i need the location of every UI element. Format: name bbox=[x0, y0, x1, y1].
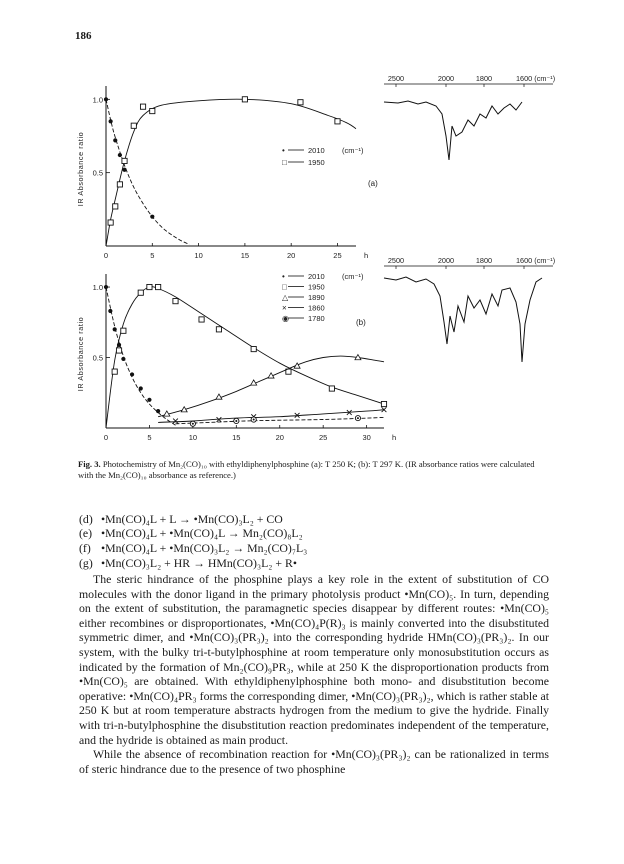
ir-spectrum-trace bbox=[384, 101, 522, 160]
legend-marker-dot: • bbox=[282, 146, 285, 155]
y-tick-label: 1.0 bbox=[92, 283, 103, 293]
figure-caption bbox=[78, 459, 538, 481]
page-number: 186 bbox=[75, 30, 92, 42]
data-point-dot bbox=[147, 398, 151, 402]
data-point-square bbox=[138, 290, 143, 295]
data-point-dot bbox=[121, 357, 125, 361]
ir-tick-label: 2000 bbox=[437, 256, 455, 265]
reaction-d bbox=[79, 512, 283, 527]
reaction-equation: •Mn(CO)₄L + •Mn(CO)₃L₂ → Mn₂(CO)₇L₃ bbox=[101, 541, 308, 555]
paragraph: While the absence of recombination reaction for •Mn(CO)₃(PR₃)₂ can be rationalized in terms of steric hindrance due to the presence of two phosphine bbox=[79, 747, 549, 776]
legend-label-1860: 1860 bbox=[308, 303, 325, 313]
panel-label: (a) bbox=[368, 179, 378, 188]
x-tick-label: 10 bbox=[194, 251, 203, 260]
legend-marker-triangle: △ bbox=[282, 293, 289, 302]
data-point-square bbox=[140, 104, 145, 109]
x-tick-label: 5 bbox=[147, 433, 152, 442]
y-tick-label: 0.5 bbox=[92, 353, 103, 363]
legend-label-1780: 1780 bbox=[308, 314, 325, 323]
paragraph: The steric hindrance of the phosphine plays a key role in the extent of substitution of CO molecules with the donor ligand in the primary photolysis product •Mn(CO)₅. In turn, depending on the extent of substitution, the paramagnetic species disappear by different routes: •Mn(CO)₅ either recombines or disproportionates, •Mn(CO)₄P(R)₃ is mainly converted into the disubstituted symmetric dimer, and •Mn(CO)₃(PR₃)₂ into the corresponding hydride HMn(CO)₃(PR₃)₂. In our system, with the bulky tri-t-butylphosphine at room temperature only monosubstitution occurs as indicated by the formation of Mn₂(CO)₉PR₃, while at 250 K the disproportionation products from •Mn(CO)₅ are obtained. With ethyldiphenylphosphine both mono- and disubstitution become operative: •Mn(CO)₄PR₃ forms the corresponding dimer, •Mn(CO)₃(PR₃)₂, which is rather stable at 250 K but at room temperature abstracts hydrogen from the medium to give the hydride. Finally with tri-n-butylphosphine the disubstitution reaction predominates independent of the temperature, and the hydride is obtained as main product. bbox=[79, 572, 549, 747]
data-point-square bbox=[242, 97, 247, 102]
legend-label-1950: 1950 bbox=[308, 282, 325, 292]
reaction-equation: •Mn(CO)₄L + L → •Mn(CO)₃L₂ + CO bbox=[101, 512, 283, 526]
y-tick-label: 1.0 bbox=[92, 95, 103, 105]
ir-spectrum-trace bbox=[384, 277, 542, 362]
data-point-circle-center bbox=[253, 419, 255, 421]
reaction-equation: •Mn(CO)₃L₂ + HR → HMn(CO)₃L₂ + R• bbox=[101, 556, 297, 570]
ir-tick-label: 2000 bbox=[437, 74, 455, 83]
ir-tick-label: 2500 bbox=[387, 74, 405, 83]
ir-tick-label: 1600 (cm⁻¹) bbox=[516, 74, 556, 83]
data-point-square bbox=[329, 386, 334, 391]
legend-label-2010: 2010 bbox=[308, 272, 325, 281]
data-point-square bbox=[131, 123, 136, 128]
legend-marker-dot: • bbox=[282, 272, 285, 281]
data-point-square bbox=[216, 327, 221, 332]
data-point-circle-center bbox=[192, 423, 194, 425]
data-point-dot bbox=[104, 285, 108, 289]
x-axis-label: h bbox=[364, 251, 369, 260]
data-point-square bbox=[251, 346, 256, 351]
ir-tick-label: 1800 bbox=[475, 256, 493, 265]
data-point-dot bbox=[113, 327, 117, 331]
data-point-dot bbox=[108, 309, 112, 313]
data-point-square bbox=[381, 401, 386, 406]
legend-label-1890: 1890 bbox=[308, 293, 325, 302]
y-tick-label: 0.5 bbox=[92, 168, 103, 178]
legend-marker-x: × bbox=[282, 303, 287, 313]
x-tick-label: 0 bbox=[103, 251, 109, 260]
panel-label: (b) bbox=[356, 318, 366, 327]
x-tick-label: 25 bbox=[333, 251, 342, 260]
series-curve-1890 bbox=[158, 356, 384, 417]
legend-marker-square: □ bbox=[282, 282, 287, 292]
legend-unit: (cm⁻¹) bbox=[342, 146, 364, 155]
body-text bbox=[79, 572, 549, 776]
data-point-triangle bbox=[216, 394, 222, 399]
series-curve-1950 bbox=[106, 287, 384, 428]
data-point-square bbox=[122, 158, 127, 163]
reaction-label: (f) bbox=[79, 541, 91, 555]
y-axis-label: IR Absorbance ratio bbox=[76, 131, 85, 207]
legend-marker-square: □ bbox=[282, 158, 287, 167]
data-point-dot bbox=[109, 119, 113, 123]
reaction-equation: •Mn(CO)₄L + •Mn(CO)₄L → Mn₂(CO)₈L₂ bbox=[101, 526, 303, 540]
chart-panel-a bbox=[76, 86, 378, 260]
data-point-cross bbox=[173, 419, 178, 424]
series-curve-1950 bbox=[106, 99, 356, 246]
data-point-square bbox=[298, 100, 303, 105]
caption-label: Fig. 3. bbox=[78, 459, 101, 469]
data-point-dot bbox=[156, 409, 160, 413]
x-tick-label: 5 bbox=[150, 251, 155, 260]
reaction-g bbox=[79, 556, 297, 571]
data-point-square bbox=[112, 369, 117, 374]
x-tick-label: 20 bbox=[275, 433, 284, 442]
data-point-dot bbox=[113, 138, 117, 142]
data-point-dot bbox=[104, 97, 108, 101]
x-tick-label: 20 bbox=[287, 251, 296, 260]
data-point-dot bbox=[130, 372, 134, 376]
chart-panel-b bbox=[76, 272, 396, 442]
x-tick-label: 30 bbox=[362, 433, 371, 442]
data-point-square bbox=[108, 220, 113, 225]
data-point-square bbox=[156, 284, 161, 289]
y-axis-label: IR Absorbance ratio bbox=[76, 316, 85, 392]
series-curve-2010 bbox=[106, 287, 176, 425]
reaction-f bbox=[79, 541, 307, 556]
ir-tick-label: 2500 bbox=[387, 256, 405, 265]
ir-tick-label: 1800 bbox=[475, 74, 493, 83]
data-point-square bbox=[199, 317, 204, 322]
data-point-dot bbox=[139, 386, 143, 390]
ir-spectrum-a bbox=[384, 74, 555, 160]
caption-text: Photochemistry of Mn₂(CO)₁₀ with ethyldiphenylphosphine (a): T 250 K; (b): T 297 K. (IR absorbance ratios were calculated with the Mn₂(CO)₁₀ absorbance as reference.) bbox=[78, 459, 535, 480]
x-tick-label: 15 bbox=[232, 433, 241, 442]
legend-label-2010: 2010 bbox=[308, 146, 325, 155]
data-point-circle-center bbox=[235, 420, 237, 422]
data-point-dot bbox=[150, 215, 154, 219]
reaction-label: (g) bbox=[79, 556, 93, 570]
x-axis-label: h bbox=[392, 433, 397, 442]
reaction-label: (e) bbox=[79, 526, 93, 540]
x-tick-label: 0 bbox=[103, 433, 109, 442]
data-point-square bbox=[147, 284, 152, 289]
data-point-dot bbox=[118, 153, 122, 157]
series-curve-1780 bbox=[176, 417, 385, 423]
data-point-square bbox=[150, 108, 155, 113]
data-point-circle-center bbox=[357, 417, 359, 419]
legend-marker-circle-dot: ◉ bbox=[282, 314, 289, 323]
legend-label-1950: 1950 bbox=[308, 158, 325, 167]
legend-unit: (cm⁻¹) bbox=[342, 272, 364, 281]
x-tick-label: 25 bbox=[319, 433, 328, 442]
data-point-square bbox=[117, 182, 122, 187]
data-point-square bbox=[116, 348, 121, 353]
ir-spectrum-b bbox=[384, 256, 555, 362]
x-tick-label: 15 bbox=[240, 251, 250, 260]
reaction-label: (d) bbox=[79, 512, 93, 526]
reaction-e bbox=[79, 526, 303, 541]
ir-tick-label: 1600 (cm⁻¹) bbox=[516, 256, 556, 265]
x-tick-label: 10 bbox=[188, 433, 198, 442]
data-point-square bbox=[113, 204, 118, 209]
series-curve-2010 bbox=[106, 99, 189, 244]
data-point-square bbox=[121, 328, 126, 333]
data-point-square bbox=[173, 299, 178, 304]
data-point-square bbox=[335, 119, 340, 124]
